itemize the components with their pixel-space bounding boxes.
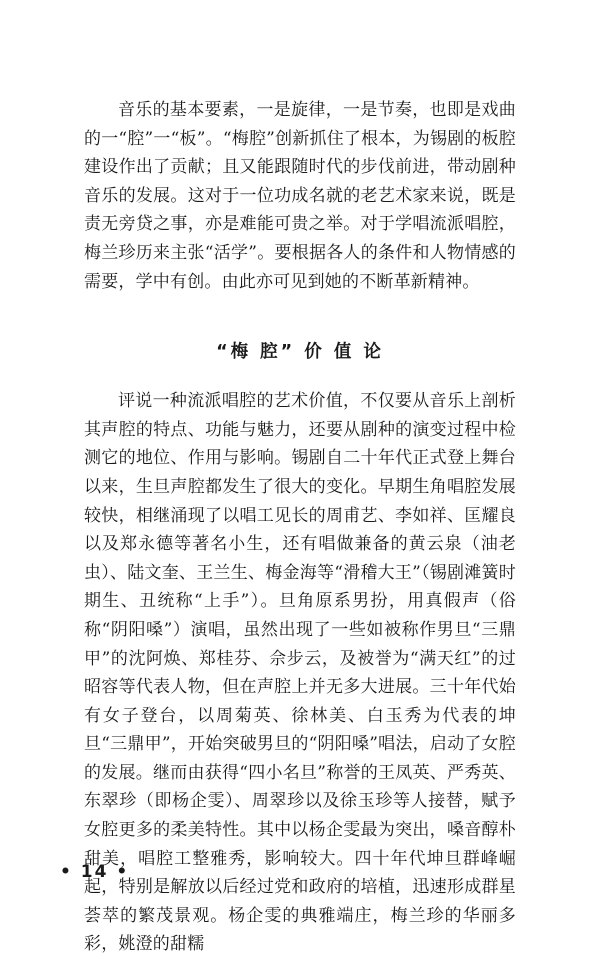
page-number: • 14 • bbox=[60, 862, 130, 882]
section-title: “梅 腔” 价 值 论 bbox=[216, 342, 384, 363]
paragraph-1: 音乐的基本要素，一是旋律，一是节奏，也即是戏曲的一“腔”一“板”。“梅腔”创新抓住了根本，为锡剧的板腔建设作出了贡献；且又能跟随时代的步伐前进，带动剧种音乐的发展。这对于一位功成名就的老艺术家来说，既是责无旁贷之事，亦是难能可贵之举。对于学唱流派唱腔，梅兰珍历来主张“活学”。要根据各人的条件和人物情感的需要，学中有创。由此亦可见到她的不断革新精神。 bbox=[84, 100, 516, 292]
page-body bbox=[84, 96, 516, 959]
paragraph-2: 评说一种流派唱腔的艺术价值，不仅要从音乐上剖析其声腔的特点、功能与魅力，还要从剧种的演变过程中检测它的地位、作用与影响。锡剧自二十年代正式登上舞台以来，生旦声腔都发生了很大的变化。早期生角唱腔发展较快，相继涌现了以唱工见长的周甫艺、李如祥、匡耀良以及郑永德等著名小生，还有唱做兼备的黄云泉（油老虫）、陆文奎、王兰生、梅金海等“滑稽大王”（锡剧滩簧时期生、丑统称“上手”）。旦角原系男扮，用真假声（俗称“阴阳嗓”）演唱，虽然出现了一些如被称作男旦“三鼎甲”的沈阿焕、郑桂芬、佘步云，及被誉为“满天红”的过昭容等代表人物，但在声腔上并无多大进展。三十年代始有女子登台，以周菊英、徐林美、白玉秀为代表的坤旦“三鼎甲”，开始突破男旦的“阴阳嗓”唱法，启动了女腔的发展。继而由获得“四小名旦”称誉的王凤英、严秀英、东翠珍（即杨企雯）、周翠珍以及徐玉珍等人接替，赋予女腔更多的柔美特性。其中以杨企雯最为突出，嗓音醇朴甜美，唱腔工整雅秀，影响较大。四十年代坤旦群峰崛起，特别是解放以后经过党和政府的培植，迅速形成群星荟萃的繁茂景观。杨企雯的典雅端庄，梅兰珍的华丽多彩，姚澄的甜糯 bbox=[84, 391, 516, 955]
